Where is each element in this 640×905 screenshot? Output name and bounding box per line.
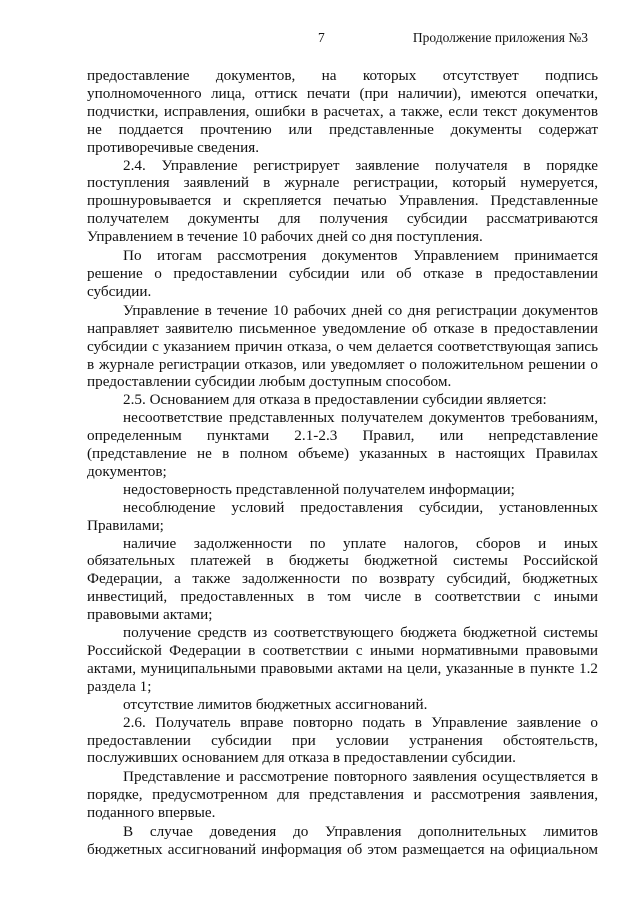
text-line: поступления заявлений в журнале регистрации, который нумеруется, (87, 174, 598, 192)
text-line: предоставлении субсидии при условии устранения обстоятельств, (87, 731, 598, 749)
text-line: актами, муниципальными правовыми актами на цели, указанные в пункте 1.2 (87, 659, 598, 677)
text-line: субсидии с указанием причин отказа, о чем делается соответствующая запись (87, 337, 598, 355)
text-line: подчистки, исправления, ошибки в расчетах, а также, если текст документов (87, 102, 598, 120)
text-line: недостоверность представленной получателем информации; (123, 480, 515, 498)
paragraph-2-5 (87, 391, 598, 409)
text-line: отсутствие лимитов бюджетных ассигнований. (123, 695, 428, 713)
text-line: 2.5. Основанием для отказа в предоставлении субсидии является: (123, 391, 547, 409)
text-line: 2.4. Управление регистрирует заявление получателя в порядке (123, 156, 598, 174)
text-line: Управление в течение 10 рабочих дней со дня регистрации документов (123, 301, 598, 319)
text-line: правовыми актами; (87, 606, 213, 624)
text-line: (представление не в полном объеме) указанных в настоящих Правилах (87, 445, 598, 463)
text-line: документов; (87, 462, 167, 480)
text-line: предоставлении субсидии любым доступным способом. (87, 373, 452, 391)
text-line: 2.6. Получатель вправе повторно подать в Управление заявление о (123, 713, 598, 731)
text-line: инвестиций, предоставленных в том числе в соответствии с иными (87, 588, 598, 606)
text-line: определенным пунктами 2.1-2.3 Правил, или непредставление (87, 427, 598, 445)
text-line: предоставление документов, на которых отсутствует подпись (87, 67, 598, 84)
text-line: поданного впервые. (87, 804, 216, 822)
paragraph-2-6 (87, 714, 598, 768)
text-line: прошнуровывается и скрепляется печатью Управления. Представленные (87, 192, 598, 210)
text-line: послуживших основанием для отказа в предоставлении субсидии. (87, 749, 516, 767)
text-line: несоответствие представленных получателем документов требованиям, (123, 409, 598, 427)
text-line: порядке, предусмотренном для представления и рассмотрения заявления, (87, 786, 598, 804)
document-body (87, 67, 598, 859)
text-line: в журнале регистрации отказов, или уведомляет о положительном решении о (87, 355, 598, 373)
text-line: несоблюдение условий предоставления субсидии, установленных (123, 498, 598, 516)
text-line: Правилами; (87, 516, 164, 534)
text-line: обязательных платежей в бюджеты бюджетной системы Российской (87, 552, 598, 570)
text-line: бюджетных ассигнований информация об этом размещается на официальном (87, 840, 598, 858)
text-line: раздела 1; (87, 677, 152, 695)
paragraph-notification (87, 302, 598, 392)
text-line: получателем документы для получения субсидии рассматриваются (87, 210, 598, 228)
text-line: Управлением в течение 10 рабочих дней со дня поступления. (87, 228, 483, 246)
paragraph-unreliability (87, 481, 598, 499)
text-line: направляет заявителю письменное уведомление об отказе в предоставлении (87, 319, 598, 337)
paragraph-noncompliance (87, 499, 598, 535)
paragraph-decision (87, 247, 598, 301)
paragraph-continuation (87, 67, 598, 157)
text-line: В случае доведения до Управления дополнительных лимитов (123, 823, 598, 841)
appendix-continuation-label: Продолжение приложения №3 (412, 30, 588, 45)
paragraph-nonconformity (87, 409, 598, 481)
text-line: Федерации, а также задолженности по возврату субсидий, бюджетных (87, 570, 598, 588)
text-line: По итогам рассмотрения документов Управлением принимается (123, 247, 598, 265)
paragraph-2-4 (87, 157, 598, 247)
text-line: наличие задолженности по уплате налогов, сборов и иных (123, 534, 598, 552)
paragraph-repeat-application (87, 768, 598, 822)
text-line: Представление и рассмотрение повторного заявления осуществляется в (123, 768, 598, 786)
paragraph-additional-limits (87, 823, 598, 859)
text-line: субсидии. (87, 282, 152, 300)
text-line: не поддается прочтению или представленные документы содержат (87, 120, 598, 138)
text-line: уполномоченного лица, оттиск печати (при наличии), имеются опечатки, (87, 84, 598, 102)
paragraph-funds-received (87, 624, 598, 696)
text-line: Российской Федерации в соответствии с иными нормативными правовыми (87, 642, 598, 659)
page-number: 7 (318, 30, 325, 45)
paragraph-no-limits (87, 696, 598, 714)
paragraph-debt (87, 535, 598, 625)
page-header (0, 29, 640, 47)
text-line: решение о предоставлении субсидии или об отказе в предоставлении (87, 264, 598, 282)
text-line: получение средств из соответствующего бюджета бюджетной системы (123, 624, 598, 642)
text-line: противоречивые сведения. (87, 138, 260, 156)
